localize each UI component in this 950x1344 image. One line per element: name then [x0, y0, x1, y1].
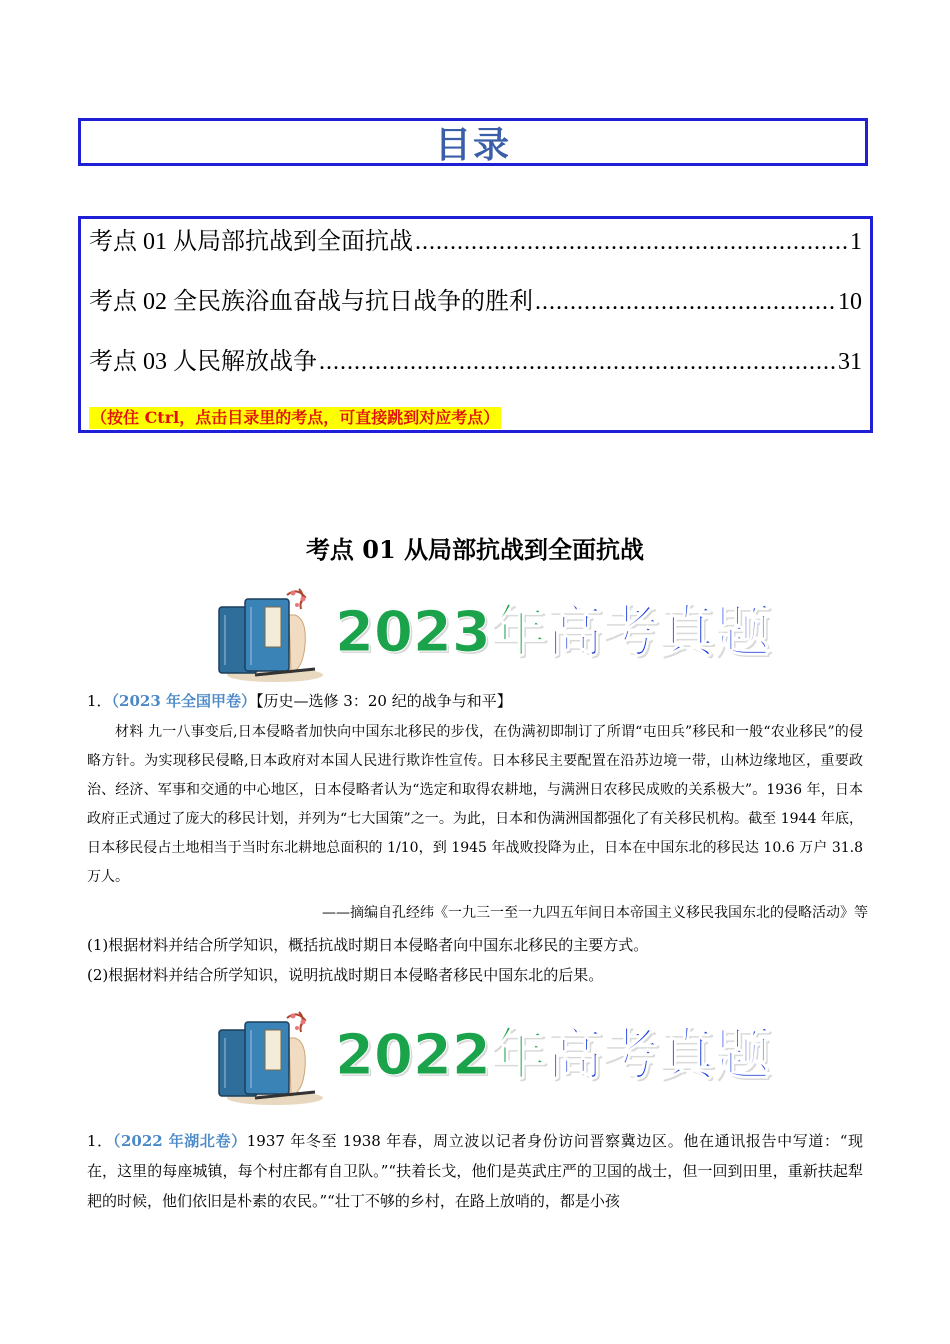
section-heading: 考点 01 从局部抗战到全面抗战 — [305, 535, 645, 564]
sub-question-1: (1)根据材料并结合所学知识，概括抗战时期日本侵略者向中国东北移民的主要方式。 — [87, 936, 649, 954]
question-source: （2022 年湖北卷） — [112, 1132, 247, 1150]
banner-year: 2022年 — [335, 1023, 547, 1088]
banner-tail: 高考真题 — [546, 1023, 771, 1088]
banner-2022 — [215, 1008, 771, 1108]
toc-entry-03[interactable] — [89, 347, 862, 377]
sub-question-2: (2)根据材料并结合所学知识，说明抗战时期日本侵略者移民中国东北的后果。 — [87, 966, 604, 984]
toc-entry-page: 1 — [850, 229, 862, 255]
toc-entry-01[interactable] — [89, 227, 862, 257]
toc-leader-dots — [319, 347, 836, 377]
banner-title — [335, 593, 771, 673]
toc-leader-dots — [415, 227, 848, 257]
toc-hint: （按住 Ctrl，点击目录里的考点，可直接跳到对应考点） — [91, 408, 500, 427]
toc-entry-label: 考点 02 全民族浴血奋战与抗日战争的胜利 — [89, 289, 533, 315]
books-icon — [215, 1008, 325, 1108]
question-topic: 【历史—选修 3：20 纪的战争与和平】 — [256, 692, 512, 710]
toc-entry-page: 10 — [838, 289, 862, 315]
banner-title — [335, 1016, 771, 1096]
toc-title: 目录 — [434, 124, 511, 166]
banner-tail: 高考真题 — [546, 600, 771, 665]
question-number: 1． — [87, 1132, 113, 1150]
toc-leader-dots — [535, 287, 836, 317]
material-citation: ——摘编自孔经纬《一九三一至一九四五年间日本帝国主义移民我国东北的侵略活动》等 — [322, 905, 868, 921]
toc-entry-02[interactable] — [89, 287, 862, 317]
toc-entry-label: 考点 01 从局部抗战到全面抗战 — [89, 229, 413, 255]
banner-2023 — [215, 585, 771, 685]
question-text: 1937 年冬至 1938 年春，周立波以记者身份访问晋察冀边区。他在通讯报告中写道：“现在，这里的每座城镇，每个村庄都有自卫队。”“扶着长戈，他们是英武庄严的卫国的战士，但一回到田里，重新扶起犁耙的时候，他们依旧是朴素的农民。”“壮丁不够的乡村，在路上放哨的，都是小孩 — [87, 1132, 864, 1210]
question-source: （2023 年全国甲卷） — [111, 692, 257, 710]
toc-entry-label: 考点 03 人民解放战争 — [89, 349, 317, 375]
banner-year: 2023年 — [335, 600, 547, 665]
material-paragraph: 材料 九一八事变后,日本侵略者加快向中国东北移民的步伐，在伪满初即制订了所谓“屯田兵”移民和一般“农业移民”的侵略方针。为实现移民侵略,日本政府对本国人民进行欺诈性宣传。日本移民主要配置在沿苏边境一带，山林边缘地区，重要政治、经济、军事和交通的中心地区，日本侵略者认为“选定和取得农耕地，与满洲日农移民成败的关系极大”。1936 年，日本政府正式通过了庞大的移民计划，并列为“七大国策”之一。为此，日本和伪满洲国都强化了有关移民机构。截至 1944 年底，日本移民侵占土地相当于当时东北耕地总面积的 1/10，到 1945 年战败投降为止，日本在中国东北的移民达 10.6 万户 31.8 万人。 — [87, 724, 863, 885]
toc-box — [78, 216, 873, 433]
question-number: 1． — [87, 692, 112, 710]
question-2023-header — [87, 688, 868, 714]
question-2022 — [87, 1126, 863, 1216]
toc-title-box — [78, 118, 868, 166]
books-icon — [215, 585, 325, 685]
toc-entry-page: 31 — [838, 349, 862, 375]
